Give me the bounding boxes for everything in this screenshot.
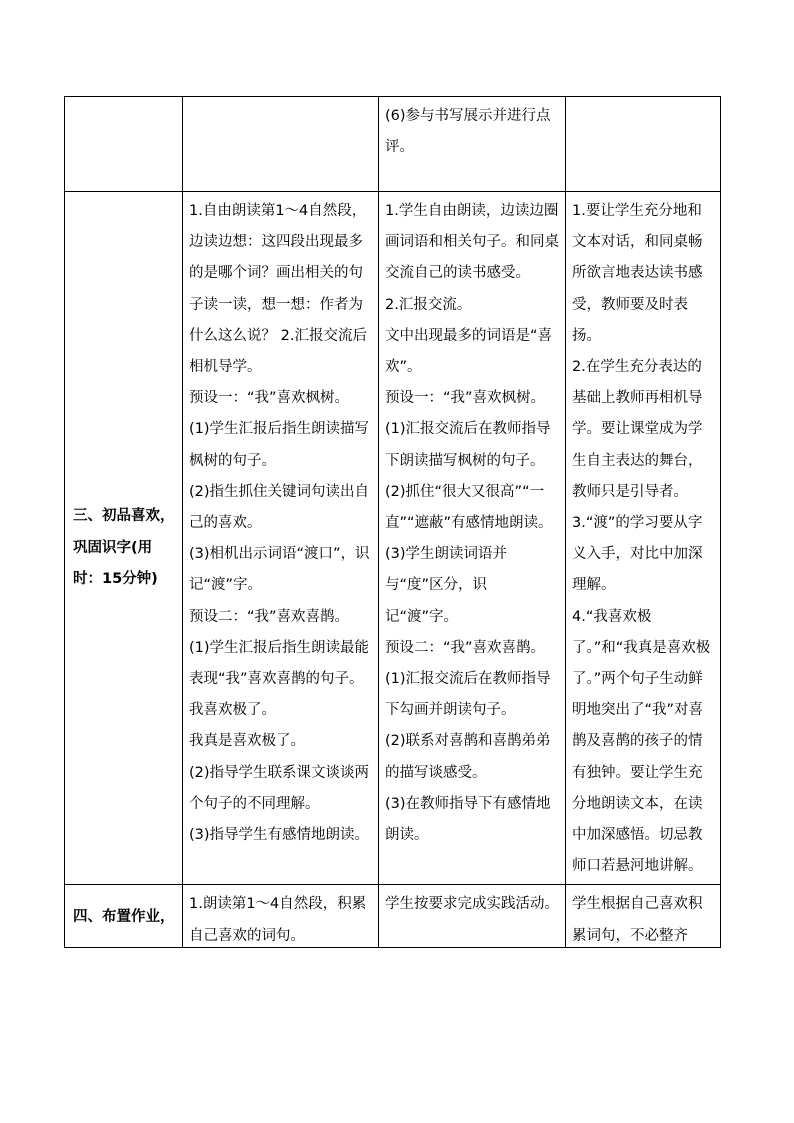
- cell-text: 1.要让学生充分地和文本对话，和同桌畅所欲言地表达读书感受，教师要及时表扬。: [572, 203, 703, 344]
- cell-text: (2)联系对喜鹊和喜鹊弟弟的描写谈感受。: [385, 733, 551, 781]
- stage-cell: [65, 885, 183, 948]
- cell-text: 文中出现最多的词语是“喜欢”。: [385, 327, 553, 376]
- student-activity-cell: [379, 97, 566, 192]
- cell-text: 1.自由朗读第1～4自然段，边读边想：这四段出现最多的是哪个词？画出相关的句子读一读，想一想：作者为什么这么说？ 2.汇报交流后相机导学。: [189, 203, 367, 376]
- cell-text: 我真是喜欢极了。: [189, 733, 305, 750]
- cell-text: 2.汇报交流。: [385, 296, 472, 313]
- cell-text: (2)指生抓住关键词句读出自己的喜欢。: [189, 483, 370, 532]
- teacher-activity-cell: [183, 97, 379, 192]
- teacher-activity-cell: [183, 885, 379, 948]
- stage-title: 三、初品喜欢，巩固识字(用时：15分钟): [73, 508, 175, 587]
- cell-text: (3)相机出示词语“渡口”，识记“渡”字。: [189, 546, 370, 594]
- cell-text: 学生根据自己喜欢积累词句，不必整齐: [572, 896, 703, 944]
- cell-text: 1.朗读第1～4自然段，积累自己喜欢的词句。: [189, 896, 367, 944]
- design-intent-cell: [566, 192, 721, 885]
- design-intent-cell: [566, 97, 721, 192]
- cell-text: (1)汇报交流后在教师指导下勾画并朗读句子。: [385, 671, 551, 719]
- table-row: [65, 885, 721, 948]
- cell-text: 我喜欢极了。: [189, 702, 276, 719]
- cell-text: 3.“渡”的学习要从字义入手，对比中加深理解。: [572, 515, 703, 594]
- cell-text: (6)参与书写展示并进行点评。: [385, 108, 551, 156]
- cell-text: 预设二：“我”喜欢喜鹊。: [189, 608, 350, 625]
- cell-text: 1.学生自由朗读，边读边圈画词语和相关句子。和同桌交流自己的读书感受。: [385, 203, 559, 282]
- cell-text: (2)指导学生联系课文谈谈两个句子的不同理解。: [189, 764, 370, 812]
- cell-text: (1)学生汇报后指生朗读描写枫树的句子。: [189, 421, 370, 469]
- cell-text: (3)学生朗读词语并与“度”区分，识记“渡”字。: [385, 546, 508, 625]
- cell-text: 2.在学生充分表达的基础上教师再相机导学。要让课堂成为学生自主表达的舞台，教师只是引导者。: [572, 359, 703, 500]
- cell-text: (2)抓住“很大又很高”“一直”“遮蔽”有感情地朗读。: [385, 483, 553, 532]
- student-activity-cell: [379, 192, 566, 885]
- cell-text: 4.“我喜欢极了。”和“我真是喜欢极了。”两个句子生动鲜明地突出了“我”对喜鹊及喜鹊的孩子的情有独钟。要让学生充分地朗读文本，在读中加深感悟。切忌教师口若悬河地讲解。: [572, 608, 711, 875]
- cell-text: 预设一：“我”喜欢枫树。: [189, 390, 350, 407]
- cell-text: 预设二：“我”喜欢喜鹊。: [385, 639, 546, 656]
- cell-text: (1)汇报交流后在教师指导下朗读描写枫树的句子。: [385, 421, 551, 469]
- stage-cell: [65, 97, 183, 192]
- table-row: [65, 192, 721, 885]
- cell-text: (3)在教师指导下有感情地朗读。: [385, 795, 551, 844]
- cell-text: 学生按要求完成实践活动。: [385, 896, 559, 913]
- design-intent-cell: [566, 885, 721, 948]
- cell-text: (3)指导学生有感情地朗读。: [189, 827, 370, 844]
- lesson-plan-table: [64, 96, 721, 948]
- student-activity-cell: [379, 885, 566, 948]
- table-row: [65, 97, 721, 192]
- cell-text: (1)学生汇报后指生朗读最能表现“我”喜欢喜鹊的句子。: [189, 639, 370, 688]
- stage-title: 四、布置作业，: [73, 908, 175, 925]
- teacher-activity-cell: [183, 192, 379, 885]
- cell-text: 预设一：“我”喜欢枫树。: [385, 390, 546, 407]
- stage-cell: [65, 192, 183, 885]
